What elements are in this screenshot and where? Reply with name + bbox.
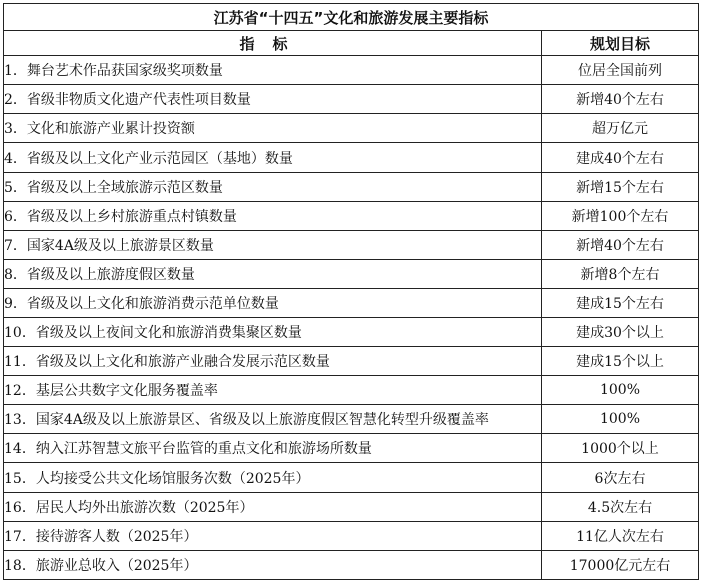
indicators-table — [3, 3, 699, 580]
indicator-cell: 16．居民人均外出旅游次数（2025年） — [4, 492, 542, 521]
target-cell: 新增8个左右 — [542, 259, 699, 288]
table-row — [4, 463, 699, 492]
table-row — [4, 114, 699, 143]
indicator-header: 指标 — [4, 31, 542, 56]
table-row — [4, 56, 699, 85]
indicator-cell: 12．基层公共数字文化服务覆盖率 — [4, 376, 542, 405]
table-row — [4, 550, 699, 579]
indicator-cell: 15．人均接受公共文化场馆服务次数（2025年） — [4, 463, 542, 492]
target-cell: 新增40个左右 — [542, 85, 699, 114]
target-cell: 新增15个左右 — [542, 172, 699, 201]
target-cell: 建成15个以上 — [542, 347, 699, 376]
indicator-cell: 13．国家4A级及以上旅游景区、省级及以上旅游度假区智慧化转型升级覆盖率 — [4, 405, 542, 434]
target-cell: 建成15个左右 — [542, 288, 699, 317]
table-row — [4, 434, 699, 463]
target-cell: 4.5次左右 — [542, 492, 699, 521]
indicator-cell: 3．文化和旅游产业累计投资额 — [4, 114, 542, 143]
table-row — [4, 521, 699, 550]
target-cell: 100% — [542, 376, 699, 405]
target-cell: 11亿人次左右 — [542, 521, 699, 550]
table-row — [4, 259, 699, 288]
target-cell: 超万亿元 — [542, 114, 699, 143]
target-cell: 建成30个以上 — [542, 318, 699, 347]
indicator-cell: 14．纳入江苏智慧文旅平台监管的重点文化和旅游场所数量 — [4, 434, 542, 463]
target-cell: 新增100个左右 — [542, 201, 699, 230]
table-row — [4, 201, 699, 230]
indicator-cell: 5．省级及以上全域旅游示范区数量 — [4, 172, 542, 201]
table-row — [4, 492, 699, 521]
target-cell: 1000个以上 — [542, 434, 699, 463]
table-row — [4, 85, 699, 114]
target-cell: 6次左右 — [542, 463, 699, 492]
indicator-cell: 9．省级及以上文化和旅游消费示范单位数量 — [4, 288, 542, 317]
indicator-cell: 17．接待游客人数（2025年） — [4, 521, 542, 550]
title-row — [4, 4, 699, 31]
indicator-cell: 18．旅游业总收入（2025年） — [4, 550, 542, 579]
indicator-cell: 4．省级及以上文化产业示范园区（基地）数量 — [4, 143, 542, 172]
target-cell: 位居全国前列 — [542, 56, 699, 85]
indicator-cell: 2．省级非物质文化遗产代表性项目数量 — [4, 85, 542, 114]
table-row — [4, 143, 699, 172]
table-row — [4, 405, 699, 434]
indicator-cell: 1．舞台艺术作品获国家级奖项数量 — [4, 56, 542, 85]
indicator-cell: 7．国家4A级及以上旅游景区数量 — [4, 230, 542, 259]
indicator-cell: 6．省级及以上乡村旅游重点村镇数量 — [4, 201, 542, 230]
target-cell: 100% — [542, 405, 699, 434]
indicator-cell: 8．省级及以上旅游度假区数量 — [4, 259, 542, 288]
target-header: 规划目标 — [542, 31, 699, 56]
table-row — [4, 376, 699, 405]
target-cell: 新增40个左右 — [542, 230, 699, 259]
table-row — [4, 230, 699, 259]
header-row — [4, 31, 699, 56]
table-row — [4, 347, 699, 376]
table-title: 江苏省“十四五”文化和旅游发展主要指标 — [4, 4, 699, 31]
indicator-cell: 10．省级及以上夜间文化和旅游消费集聚区数量 — [4, 318, 542, 347]
table-row — [4, 172, 699, 201]
table-row — [4, 318, 699, 347]
target-cell: 建成40个左右 — [542, 143, 699, 172]
indicator-cell: 11．省级及以上文化和旅游产业融合发展示范区数量 — [4, 347, 542, 376]
target-cell: 17000亿元左右 — [542, 550, 699, 579]
table-row — [4, 288, 699, 317]
